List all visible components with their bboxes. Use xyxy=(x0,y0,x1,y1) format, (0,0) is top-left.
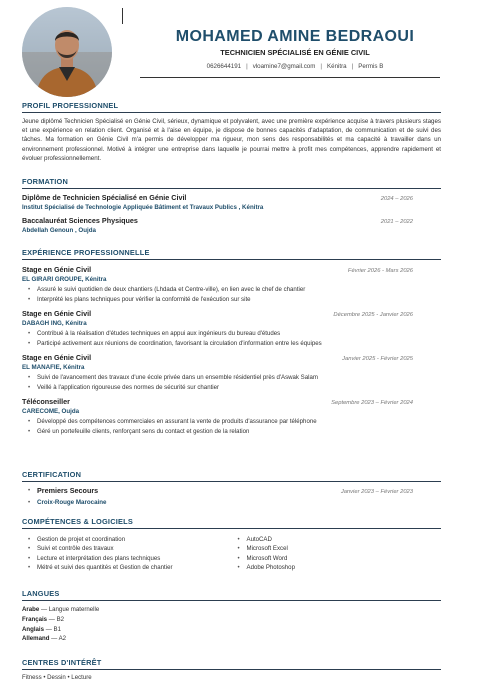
software-list xyxy=(232,535,442,573)
list-item: • Adobe Photoshop xyxy=(232,563,442,572)
list-item: • Suivi et contrôle des travaux xyxy=(22,544,232,553)
experience-entry xyxy=(22,397,441,436)
job-title: TECHNICIEN SPÉCIALISÉ EN GÉNIE CIVIL xyxy=(220,48,370,57)
interests-text: Fitness • Dessin • Lecture xyxy=(22,674,92,681)
entry-date: Janvier 2025 - Février 2025 xyxy=(342,356,413,362)
list-item: • Lecture et interprétation des plans techniques xyxy=(22,554,232,563)
section-title: COMPÉTENCES & LOGICIELS xyxy=(22,517,441,529)
entry-organization: Abdellah Genoun , Oujda xyxy=(22,227,96,234)
section-title: LANGUES xyxy=(22,589,441,601)
entry-date: 2021 – 2022 xyxy=(380,219,413,225)
phone-number[interactable]: 0626644191 xyxy=(206,63,242,70)
entry-title: Diplôme de Technicien Spécialisé en Génie Civil xyxy=(22,193,187,202)
entry-organization: Institut Spécialisé de Technologie Appliquée Bâtiment et Travaux Publics , Kénitra xyxy=(22,204,264,211)
list-item: • Géré un portefeuille clients, renforçant sens du contact et gestion de la relation xyxy=(22,427,441,437)
profile-photo xyxy=(22,7,112,97)
experience-entry xyxy=(22,309,441,348)
header-divider xyxy=(140,77,440,78)
language-item: Français — B2 xyxy=(22,615,65,623)
list-item: • Contribué à la réalisation d'études techniques en appui aux ingénieurs du bureau d'études xyxy=(22,329,441,339)
city: Kénitra xyxy=(327,63,347,70)
entry-date: Février 2026 - Mars 2026 xyxy=(347,268,413,274)
list-item: • Participé activement aux réunions de coordination, favorisant la circulation d'information entre les équipes xyxy=(22,339,441,349)
certification-entry xyxy=(22,486,441,498)
certification-org-item xyxy=(22,498,441,508)
experience-section xyxy=(22,248,441,436)
language-item: Arabe — Langue maternelle xyxy=(22,606,100,613)
entry-organization: DABAGH ING, Kénitra xyxy=(22,320,87,327)
section-title: PROFIL PROFESSIONNEL xyxy=(22,101,441,113)
entry-title: Stage en Génie Civil xyxy=(22,353,92,362)
entry-organization: Croix-Rouge Marocaine xyxy=(37,498,107,506)
list-item: • AutoCAD xyxy=(232,535,442,544)
list-item: • Veillé à l'application rigoureuse des normes de sécurité sur chantier xyxy=(22,383,441,393)
profile-section xyxy=(22,101,441,163)
list-item: • Développé des compétences commerciales en assurant la vente de produits d'assurance par téléphone xyxy=(22,417,441,427)
experience-entry xyxy=(22,265,441,304)
portrait-image xyxy=(22,7,112,97)
experience-entry xyxy=(22,353,441,392)
language-level: B2 xyxy=(56,615,65,623)
contact-info: 0626644191 | vloamine7@gmail.com | Kénitra | Permis B xyxy=(206,63,384,70)
languages-section xyxy=(22,589,441,644)
interests-section xyxy=(22,658,441,681)
section-title: CENTRES D'INTÉRÊT xyxy=(22,658,441,670)
section-title: FORMATION xyxy=(22,177,441,189)
list-item: • Gestion de projet et coordination xyxy=(22,535,232,544)
entry-title: Stage en Génie Civil xyxy=(22,309,92,318)
formation-entry xyxy=(22,193,441,211)
language-item: Allemand — A2 xyxy=(22,635,67,643)
email-link[interactable]: vloamine7@gmail.com xyxy=(252,63,316,70)
entry-date: Septembre 2023 – Février 2024 xyxy=(331,400,413,406)
entry-title: Stage en Génie Civil xyxy=(22,265,92,274)
language-name: Français xyxy=(22,615,48,623)
entry-title: Téléconseiller xyxy=(22,397,70,406)
entry-date: Janvier 2023 – Février 2023 xyxy=(340,489,413,495)
list-item: • Assuré le suivi quotidien de deux chantiers (Lhdada et Centre-ville), en lien avec le chef de chantier xyxy=(22,285,441,295)
header-marker-line xyxy=(122,8,123,24)
entry-organization: EL MANAFIE, Kénitra xyxy=(22,364,85,371)
license: Permis B xyxy=(358,63,384,70)
section-title: CERTIFICATION xyxy=(22,470,441,482)
language-item: Anglais — B1 xyxy=(22,625,61,633)
language-name: Anglais xyxy=(22,625,45,633)
full-name: MOHAMED AMINE BEDRAOUI xyxy=(175,28,415,45)
entry-date: Décembre 2025 - Janvier 2026 xyxy=(333,312,413,318)
list-item: • Interprété les plans techniques pour vérifier la conformité de l'exécution sur site xyxy=(22,295,441,305)
list-item: • Métré et suivi des quantités et Gestion de chantier xyxy=(22,563,232,572)
skills-section xyxy=(22,517,441,573)
language-level: Langue maternelle xyxy=(48,606,100,613)
entry-organization: EL GIRARI GROUPE, Kénitra xyxy=(22,276,107,283)
language-level: B1 xyxy=(53,625,61,633)
entry-title: Baccalauréat Sciences Physiques xyxy=(22,216,138,225)
formation-entry xyxy=(22,216,441,234)
certification-section xyxy=(22,470,441,507)
entry-title: • Premiers Secours xyxy=(37,486,99,495)
language-name: Arabe xyxy=(22,606,40,613)
list-item: • Microsoft Word xyxy=(232,554,442,563)
profile-text: Jeune diplômé Technicien Spécialisé en Génie Civil, sérieux, dynamique et polyvalent, avec une première expérience acquise à travers plusieurs stages et une expérience en relation client. Organisé et à l'aise en équipe, je dispose de bonnes capacités d'adaptation, de communication et de suivi des tâches. Ma formation en Génie Civil m'a permis de développer ma rigueur, mon sens des responsabilités et ma capacité à travailler dans un environnement professionnel. Motivé à intégrer une entreprise dans laquelle je pourrai mettre à profit mes compétences, apprendre rapidement et évoluer professionnellement. xyxy=(22,118,441,162)
language-name: Allemand xyxy=(22,635,50,643)
skills-list xyxy=(22,535,232,573)
section-title: EXPÉRIENCE PROFESSIONNELLE xyxy=(22,248,441,260)
formation-section xyxy=(22,177,441,234)
language-level: A2 xyxy=(58,635,67,643)
list-item: • Microsoft Excel xyxy=(232,544,442,553)
list-item: • Suivi de l'avancement des travaux d'une école privée dans un ensemble résidentiel près d'Aswak Salam xyxy=(22,373,441,383)
entry-organization: CARECOME, Oujda xyxy=(22,408,80,415)
entry-date: 2024 – 2026 xyxy=(380,196,413,202)
